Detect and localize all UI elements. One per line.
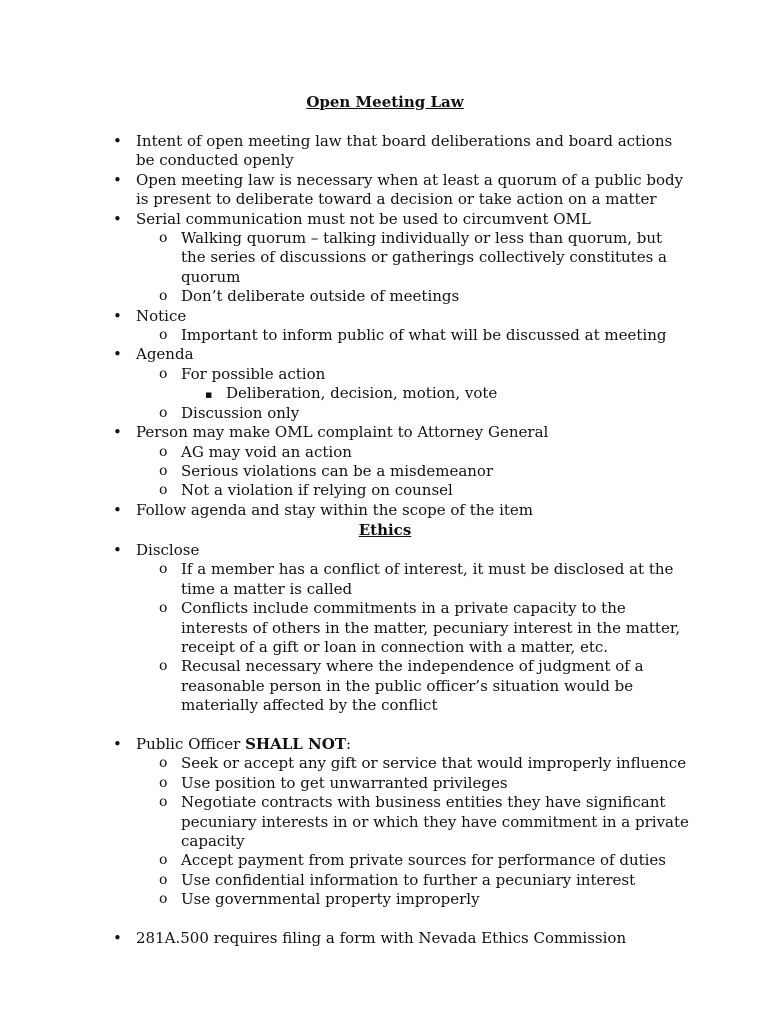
blank-line	[0, 716, 770, 735]
circle-bullet-icon: o	[159, 891, 168, 908]
circle-bullet-icon: o	[159, 852, 168, 869]
list-item-text: For possible action	[181, 364, 326, 383]
list-item	[0, 890, 770, 909]
list-item-text: Recusal necessary where the independence of judgment of a reasonable person in the public officer’s situation would be materially affected by the conflict	[181, 657, 644, 715]
bullet-icon: •	[113, 735, 122, 754]
list-item	[0, 501, 770, 520]
bullet-icon: •	[113, 306, 122, 325]
list-item-text: AG may void an action	[181, 442, 352, 461]
oml-list	[0, 132, 770, 520]
list-item	[0, 384, 770, 403]
list-item	[0, 132, 770, 171]
list-item	[0, 307, 770, 326]
list-item	[0, 774, 770, 793]
list-item	[0, 210, 770, 229]
circle-bullet-icon: o	[159, 774, 168, 791]
circle-bullet-icon: o	[159, 871, 168, 888]
bullet-icon: •	[113, 541, 122, 559]
list-item-text: Accept payment from private sources for performance of duties	[181, 851, 667, 870]
list-item-text: Seek or accept any gift or service that would improperly influence	[181, 754, 687, 773]
list-item	[0, 345, 770, 364]
emphasis-text: SHALL NOT	[245, 735, 346, 754]
list-item-text: Public Officer	[136, 735, 246, 754]
list-item	[0, 365, 770, 384]
list-item	[0, 229, 770, 287]
list-item-text: Follow agenda and stay within the scope of the item	[136, 500, 534, 519]
bullet-icon: •	[113, 132, 122, 150]
ethics-list	[0, 541, 770, 949]
list-item-text: Don’t deliberate outside of meetings	[181, 287, 460, 306]
list-item-text: Not a violation if relying on counsel	[181, 481, 453, 500]
circle-bullet-icon: o	[159, 288, 168, 305]
list-item	[0, 793, 770, 851]
list-item-text: Negotiate contracts with business entities they have significant pecuniary interests in or which they have commitment in a private capacity	[181, 793, 689, 851]
list-item	[0, 871, 770, 890]
circle-bullet-icon: o	[159, 230, 168, 247]
bullet-icon: •	[113, 423, 122, 442]
list-item	[0, 851, 770, 870]
square-bullet-icon: ▪	[205, 388, 213, 402]
bullet-icon: •	[113, 209, 122, 228]
list-item	[0, 423, 770, 442]
list-item-text: Use confidential information to further a pecuniary interest	[181, 870, 636, 889]
trailing-text: :	[346, 735, 352, 754]
bullet-icon: •	[113, 345, 122, 364]
list-item-text: Serial communication must not be used to circumvent OML	[136, 209, 591, 228]
list-item-text: Use governmental property improperly	[181, 890, 480, 909]
list-item	[0, 287, 770, 306]
circle-bullet-icon: o	[159, 561, 168, 578]
list-item-text: Open meeting law is necessary when at least a quorum of a public body is present to deliberate toward a decision or take action on a matter	[136, 170, 684, 209]
list-item	[0, 541, 770, 560]
list-item-text: Notice	[136, 306, 187, 325]
list-item	[0, 326, 770, 345]
page-title: Open Meeting Law	[306, 93, 464, 111]
list-item-text: If a member has a conflict of interest, it must be disclosed at the time a matter is called	[181, 560, 674, 598]
circle-bullet-icon: o	[159, 327, 168, 344]
list-item-text: Serious violations can be a misdemeanor	[181, 461, 494, 480]
list-item	[0, 754, 770, 773]
list-item	[0, 929, 770, 948]
list-item	[0, 171, 770, 210]
circle-bullet-icon: o	[159, 443, 168, 460]
list-item	[0, 657, 770, 715]
list-item-text: Person may make OML complaint to Attorney General	[136, 423, 549, 442]
list-item-text: Conflicts include commitments in a private capacity to the interests of others in the matter, pecuniary interest in the matter, receipt of a gift or loan in connection with a matter, etc.	[181, 599, 681, 657]
list-item-text: 281A.500 requires filing a form with Nevada Ethics Commission	[136, 929, 627, 948]
bullet-icon: •	[113, 170, 122, 189]
bullet-icon: •	[113, 500, 122, 519]
list-item-text: Walking quorum – talking individually or less than quorum, but the series of discussions or gatherings collectively constitutes a quorum	[181, 229, 667, 286]
bullet-icon: •	[113, 929, 122, 948]
ethics-heading: Ethics	[358, 521, 412, 539]
list-item-text: Agenda	[136, 345, 194, 364]
circle-bullet-icon: o	[159, 482, 168, 499]
circle-bullet-icon: o	[159, 755, 168, 772]
list-item	[0, 735, 770, 754]
blank-line	[0, 910, 770, 929]
list-item-text: Use position to get unwarranted privileges	[181, 773, 508, 792]
circle-bullet-icon: o	[159, 365, 168, 382]
circle-bullet-icon: o	[159, 658, 168, 675]
circle-bullet-icon: o	[159, 600, 168, 617]
list-item	[0, 599, 770, 657]
list-item	[0, 443, 770, 462]
list-item	[0, 462, 770, 481]
list-item-text: Important to inform public of what will be discussed at meeting	[181, 326, 667, 345]
circle-bullet-icon: o	[159, 462, 168, 479]
list-item	[0, 560, 770, 599]
list-item	[0, 404, 770, 423]
list-item-text: Disclose	[136, 541, 200, 559]
list-item-text: Intent of open meeting law that board deliberations and board actions be conducted openly	[136, 132, 673, 170]
circle-bullet-icon: o	[159, 404, 168, 421]
circle-bullet-icon: o	[159, 794, 168, 811]
list-item	[0, 481, 770, 500]
list-item-text: Discussion only	[181, 403, 300, 422]
list-item-text: Deliberation, decision, motion, vote	[226, 384, 498, 403]
